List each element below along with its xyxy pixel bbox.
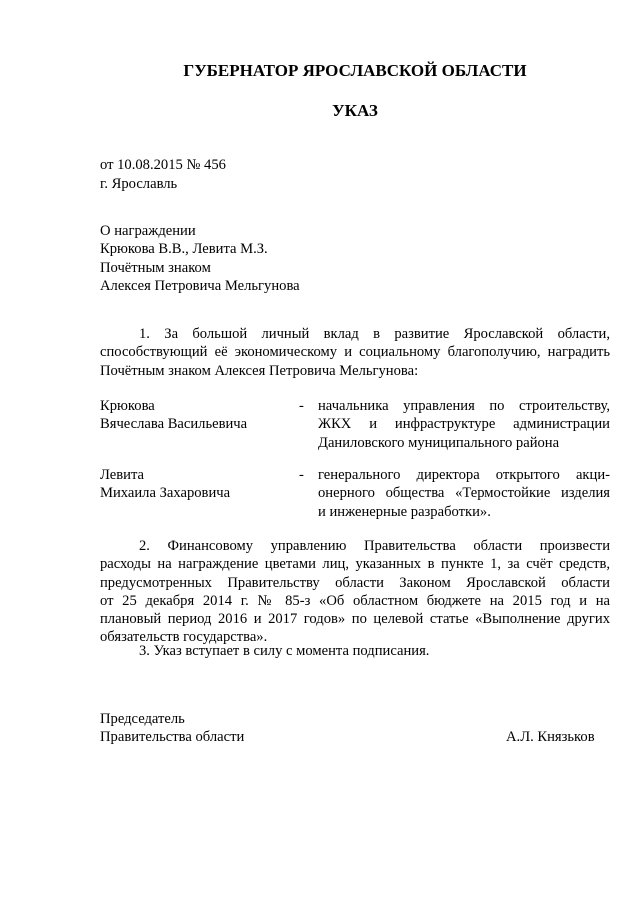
position-line: онерного общества «Термостойкие изделия — [318, 485, 610, 502]
awardee-dash: - — [299, 398, 304, 414]
awardee-dash: - — [299, 467, 304, 483]
document-subject — [100, 222, 300, 295]
awardee-surname: Левита — [100, 467, 145, 483]
position-line: генерального директора открытого акци- — [318, 467, 610, 483]
paragraph-line: расходы на награждение цветами лиц, указанных в пункте 1, за счёт средств, — [100, 556, 610, 573]
awardee-name — [100, 466, 300, 503]
awardee-given-names: Михаила Захаровича — [100, 485, 231, 502]
subject-line: О награждении — [100, 223, 196, 239]
signature-title — [100, 710, 244, 747]
subject-line: Почётным знаком — [100, 259, 211, 276]
signature-title-line: Правительства области — [100, 729, 245, 746]
paragraph-line: Почётным знаком Алексея Петровича Мельгунова: — [100, 362, 419, 379]
signature-title-line: Председатель — [100, 711, 185, 727]
paragraph-line: плановый период 2016 и 2017 годов» по целевой статье «Выполнение других — [100, 611, 610, 628]
document-date-number: от 10.08.2015 № 456 — [100, 157, 226, 173]
position-line: и инженерные разработки». — [318, 503, 491, 520]
awardee-given-names: Вячеслава Васильевича — [100, 416, 248, 433]
position-line: Даниловского муниципального района — [318, 434, 560, 451]
subject-line: Крюкова В.В., Левита М.З. — [100, 241, 268, 258]
paragraph-line: способствующий её экономическому и социальному благополучию, наградить — [100, 344, 610, 361]
signatory-name: А.Л. Князьков — [506, 729, 595, 745]
document-authority: ГУБЕРНАТОР ЯРОСЛАВСКОЙ ОБЛАСТИ — [183, 61, 527, 80]
awardee-surname: Крюкова — [100, 398, 155, 414]
awardee-name — [100, 397, 300, 434]
paragraph-1 — [100, 325, 610, 380]
paragraph-line: 2. Финансовому управлению Правительства области произвести — [139, 538, 610, 554]
awardee-position — [318, 397, 610, 452]
document-type: УКАЗ — [332, 101, 378, 120]
paragraph-line: предусмотренных Правительству области Законом Ярославской области — [100, 574, 610, 591]
document-city: г. Ярославль — [100, 176, 178, 192]
paragraph-line: обязательств государства». — [100, 629, 268, 646]
position-line: начальника управления по строительству, — [318, 398, 610, 414]
paragraph-3: 3. Указ вступает в силу с момента подписания. — [139, 643, 430, 659]
paragraph-line: от 25 декабря 2014 г. № 85-з «Об областном бюджете на 2015 год и на — [100, 592, 610, 609]
awardee-row — [0, 466, 640, 526]
paragraph-2 — [100, 537, 610, 647]
awardee-position — [318, 466, 610, 521]
position-line: ЖКХ и инфраструктуре администрации — [318, 416, 610, 433]
paragraph-line: 1. За большой личный вклад в развитие Ярославской области, — [139, 326, 610, 342]
subject-line: Алексея Петровича Мельгунова — [100, 277, 300, 294]
awardee-row — [0, 397, 640, 457]
